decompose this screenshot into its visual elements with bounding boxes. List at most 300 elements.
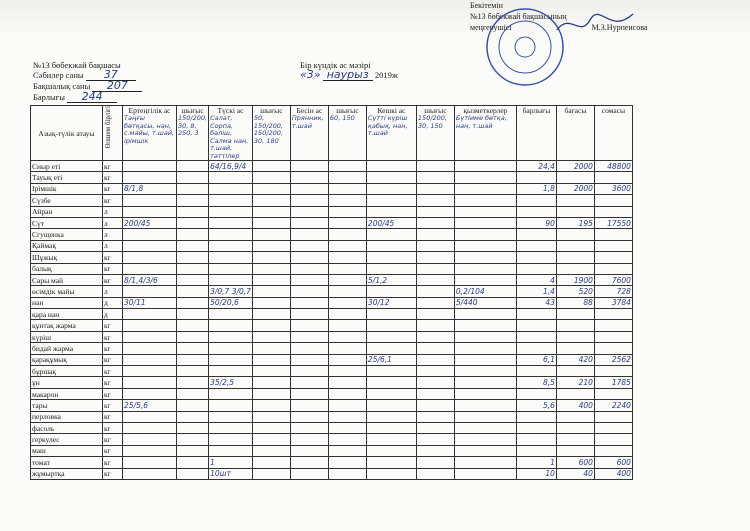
cell-s <box>290 274 328 285</box>
cell-d <box>366 343 416 354</box>
cell-l <box>209 172 253 183</box>
cell-unit: кг <box>103 263 123 274</box>
cell-name: Сары май <box>31 274 103 285</box>
attendance-label: Бақшалық саны <box>33 81 91 91</box>
cell-d <box>366 331 416 342</box>
cell-empty <box>252 411 290 422</box>
cell-price <box>556 388 594 399</box>
cell-empty <box>252 366 290 377</box>
cell-st <box>454 366 516 377</box>
children-label: Сәбилер саны <box>33 70 84 80</box>
menu-date <box>300 69 398 81</box>
cell-l <box>209 343 253 354</box>
cell-unit: кг <box>103 366 123 377</box>
cell-empty <box>328 217 366 228</box>
col-out1 <box>177 106 209 161</box>
cell-l <box>209 422 253 433</box>
cell-d: 5/1,2 <box>366 274 416 285</box>
cell-b <box>123 445 177 456</box>
header-row <box>31 106 633 161</box>
col-product: Азық-түлік атауы <box>31 106 103 161</box>
cell-total <box>516 411 556 422</box>
cell-empty <box>177 434 209 445</box>
cell-name: өсімдік майы <box>31 286 103 297</box>
cell-price <box>556 309 594 320</box>
cell-sum: 1785 <box>594 377 632 388</box>
cell-price: 420 <box>556 354 594 365</box>
cell-b <box>123 263 177 274</box>
cell-unit: кг <box>103 320 123 331</box>
cell-empty <box>416 388 454 399</box>
cell-b <box>123 172 177 183</box>
cell-s <box>290 286 328 297</box>
cell-price <box>556 229 594 240</box>
cell-empty <box>416 331 454 342</box>
cell-s <box>290 240 328 251</box>
cell-sum: 600 <box>594 457 632 468</box>
cell-s <box>290 320 328 331</box>
cell-st <box>454 240 516 251</box>
cell-unit: кг <box>103 388 123 399</box>
cell-empty <box>416 377 454 388</box>
cell-name: құнтақ жарма <box>31 320 103 331</box>
cell-empty <box>177 206 209 217</box>
cell-empty <box>252 240 290 251</box>
cell-l <box>209 240 253 251</box>
cell-st <box>454 206 516 217</box>
table-row <box>31 388 633 399</box>
org-name: №13 бөбекжай бақшасы <box>33 60 121 70</box>
cell-empty <box>177 217 209 228</box>
table-row <box>31 354 633 365</box>
snack-menu: Прянник, т.шай <box>291 114 324 130</box>
table-row <box>31 457 633 468</box>
table-row <box>31 252 633 263</box>
cell-empty <box>177 274 209 285</box>
cell-unit: л <box>103 286 123 297</box>
cell-unit: л <box>103 217 123 228</box>
cell-price <box>556 445 594 456</box>
col-out4-label: шығыс <box>424 106 447 115</box>
cell-total: 5,6 <box>516 400 556 411</box>
cell-b <box>123 343 177 354</box>
table-row <box>31 286 633 297</box>
cell-empty <box>252 206 290 217</box>
cell-sum <box>594 366 632 377</box>
table-row <box>31 195 633 206</box>
cell-empty <box>416 274 454 285</box>
cell-s <box>290 434 328 445</box>
cell-st <box>454 331 516 342</box>
cell-total: 1,4 <box>516 286 556 297</box>
cell-empty <box>252 297 290 308</box>
cell-unit: кг <box>103 354 123 365</box>
cell-name: балық <box>31 263 103 274</box>
attendance-value: 207 <box>92 80 142 92</box>
table-row <box>31 377 633 388</box>
cell-st <box>454 434 516 445</box>
cell-empty <box>416 400 454 411</box>
cell-empty <box>252 445 290 456</box>
cell-l <box>209 331 253 342</box>
cell-d <box>366 195 416 206</box>
total-label: Барлығы <box>33 92 65 102</box>
cell-empty <box>177 422 209 433</box>
cell-d <box>366 411 416 422</box>
cell-total: 8,5 <box>516 377 556 388</box>
cell-empty <box>328 309 366 320</box>
cell-empty <box>328 172 366 183</box>
cell-empty <box>328 411 366 422</box>
cell-empty <box>328 457 366 468</box>
cell-b <box>123 422 177 433</box>
cell-d <box>366 206 416 217</box>
table-row <box>31 172 633 183</box>
cell-unit: кг <box>103 274 123 285</box>
cell-price: 40 <box>556 468 594 479</box>
cell-total <box>516 422 556 433</box>
cell-empty <box>416 183 454 194</box>
cell-st <box>454 422 516 433</box>
cell-empty <box>177 331 209 342</box>
col-unit-label: Өлшем бірлігі <box>104 106 112 149</box>
cell-total <box>516 195 556 206</box>
cell-l: 10шт <box>209 468 253 479</box>
cell-empty <box>416 343 454 354</box>
cell-b <box>123 229 177 240</box>
cell-empty <box>252 195 290 206</box>
cell-price: 2000 <box>556 183 594 194</box>
dinner-out: 150/200, 30, 150 <box>417 114 447 130</box>
cell-sum: 3784 <box>594 297 632 308</box>
cell-empty <box>252 229 290 240</box>
cell-total: 1,8 <box>516 183 556 194</box>
cell-empty <box>416 457 454 468</box>
col-lunch-label: Түскі ас <box>217 106 244 115</box>
cell-empty <box>328 422 366 433</box>
breakfast-out: 150/200, 30, 8, 250, 3 <box>178 114 208 137</box>
cell-sum: 728 <box>594 286 632 297</box>
cell-empty <box>252 422 290 433</box>
cell-empty <box>328 354 366 365</box>
cell-st <box>454 354 516 365</box>
cell-unit: л <box>103 229 123 240</box>
cell-empty <box>328 468 366 479</box>
cell-sum <box>594 206 632 217</box>
cell-sum <box>594 434 632 445</box>
cell-b: 25/5,6 <box>123 400 177 411</box>
cell-d <box>366 229 416 240</box>
cell-empty <box>252 468 290 479</box>
cell-d <box>366 377 416 388</box>
table-row <box>31 274 633 285</box>
col-dinner-label: Кешкі ас <box>377 106 406 115</box>
cell-s <box>290 161 328 172</box>
cell-name: перловка <box>31 411 103 422</box>
cell-empty <box>416 309 454 320</box>
cell-s <box>290 411 328 422</box>
table-row <box>31 411 633 422</box>
cell-unit: л <box>103 206 123 217</box>
table-row <box>31 366 633 377</box>
cell-empty <box>252 172 290 183</box>
cell-d <box>366 388 416 399</box>
cell-st <box>454 445 516 456</box>
cell-d <box>366 320 416 331</box>
cell-sum: 2240 <box>594 400 632 411</box>
table-row <box>31 343 633 354</box>
cell-sum: 400 <box>594 468 632 479</box>
col-total: барлығы <box>516 106 556 161</box>
cell-total <box>516 172 556 183</box>
cell-sum <box>594 309 632 320</box>
cell-empty <box>328 240 366 251</box>
cell-price <box>556 331 594 342</box>
cell-l <box>209 229 253 240</box>
cell-st <box>454 252 516 263</box>
cell-price <box>556 434 594 445</box>
cell-empty <box>177 400 209 411</box>
cell-empty <box>252 161 290 172</box>
table-row <box>31 297 633 308</box>
cell-name: бұршақ <box>31 366 103 377</box>
cell-empty <box>177 195 209 206</box>
table-row <box>31 183 633 194</box>
cell-name: Тауық еті <box>31 172 103 183</box>
cell-sum <box>594 411 632 422</box>
cell-d: 200/45 <box>366 217 416 228</box>
cell-s <box>290 331 328 342</box>
cell-sum <box>594 263 632 274</box>
cell-price <box>556 343 594 354</box>
cell-b <box>123 286 177 297</box>
cell-empty <box>328 206 366 217</box>
cell-st: 5/440 <box>454 297 516 308</box>
menu-title: Бір күндік ас мәзірі <box>300 60 371 70</box>
cell-price: 520 <box>556 286 594 297</box>
cell-total <box>516 240 556 251</box>
cell-empty <box>416 240 454 251</box>
cell-empty <box>328 320 366 331</box>
cell-total: 1 <box>516 457 556 468</box>
cell-s <box>290 388 328 399</box>
cell-d <box>366 252 416 263</box>
cell-total <box>516 343 556 354</box>
cell-unit: кг <box>103 252 123 263</box>
cell-total <box>516 434 556 445</box>
cell-total: 10 <box>516 468 556 479</box>
cell-l <box>209 320 253 331</box>
cell-empty <box>328 366 366 377</box>
cell-total <box>516 263 556 274</box>
cell-empty <box>252 400 290 411</box>
lunch-menu: Салат, Сорпа, бәліш, Салма нан, т.шай, тәттілер <box>210 114 249 160</box>
cell-sum <box>594 240 632 251</box>
cell-l <box>209 445 253 456</box>
cell-st <box>454 274 516 285</box>
cell-s <box>290 252 328 263</box>
cell-s <box>290 172 328 183</box>
cell-d <box>366 468 416 479</box>
cell-sum: 7600 <box>594 274 632 285</box>
cell-empty <box>177 161 209 172</box>
col-out4 <box>416 106 454 161</box>
menu-table <box>30 105 633 480</box>
cell-name: ұн <box>31 377 103 388</box>
approval-line2: №13 бөбекжай бақшасының <box>470 12 567 21</box>
cell-empty <box>177 468 209 479</box>
col-staff-label: қызметкерлер <box>463 106 508 115</box>
cell-b <box>123 468 177 479</box>
cell-empty <box>177 320 209 331</box>
cell-empty <box>177 263 209 274</box>
cell-total <box>516 331 556 342</box>
cell-l: 64/16,9/4 <box>209 161 253 172</box>
cell-empty <box>177 377 209 388</box>
cell-b <box>123 377 177 388</box>
cell-empty <box>328 274 366 285</box>
cell-price <box>556 172 594 183</box>
cell-sum: 17550 <box>594 217 632 228</box>
cell-s <box>290 468 328 479</box>
cell-b: 30/11 <box>123 297 177 308</box>
cell-st <box>454 217 516 228</box>
cell-sum: 3600 <box>594 183 632 194</box>
cell-d <box>366 309 416 320</box>
approval-line1: Бекітемін <box>470 1 503 10</box>
cell-empty <box>177 229 209 240</box>
cell-empty <box>252 286 290 297</box>
cell-d <box>366 366 416 377</box>
cell-sum <box>594 445 632 456</box>
director-name: М.З.Нурпеисова <box>591 23 648 32</box>
cell-st <box>454 343 516 354</box>
cell-empty <box>252 309 290 320</box>
cell-empty <box>252 274 290 285</box>
cell-b: 200/45 <box>123 217 177 228</box>
cell-sum <box>594 195 632 206</box>
cell-name: қара нан <box>31 309 103 320</box>
cell-l: 1 <box>209 457 253 468</box>
cell-s <box>290 309 328 320</box>
cell-l <box>209 263 253 274</box>
cell-price <box>556 195 594 206</box>
cell-unit: кг <box>103 377 123 388</box>
cell-name: тары <box>31 400 103 411</box>
cell-total <box>516 366 556 377</box>
cell-st <box>454 172 516 183</box>
cell-empty <box>416 263 454 274</box>
cell-empty <box>252 434 290 445</box>
cell-name: макарон <box>31 388 103 399</box>
cell-empty <box>252 217 290 228</box>
cell-l <box>209 400 253 411</box>
cell-s <box>290 217 328 228</box>
table-row <box>31 309 633 320</box>
cell-sum: 2562 <box>594 354 632 365</box>
cell-b <box>123 206 177 217</box>
cell-b <box>123 331 177 342</box>
cell-empty <box>177 445 209 456</box>
cell-empty <box>416 217 454 228</box>
cell-l <box>209 274 253 285</box>
cell-b <box>123 309 177 320</box>
cell-empty <box>252 377 290 388</box>
cell-b: 8/1,8 <box>123 183 177 194</box>
cell-l <box>209 217 253 228</box>
cell-empty <box>252 183 290 194</box>
cell-sum <box>594 320 632 331</box>
cell-empty <box>416 366 454 377</box>
cell-empty <box>252 331 290 342</box>
cell-sum <box>594 422 632 433</box>
approval-role: меңгерушісі <box>470 23 512 32</box>
cell-s <box>290 195 328 206</box>
col-staff <box>454 106 516 161</box>
cell-total: 90 <box>516 217 556 228</box>
cell-empty <box>252 457 290 468</box>
cell-empty <box>177 457 209 468</box>
cell-total <box>516 388 556 399</box>
cell-sum <box>594 252 632 263</box>
col-breakfast <box>123 106 177 161</box>
cell-s <box>290 400 328 411</box>
cell-name: Ірімшік <box>31 183 103 194</box>
cell-s <box>290 343 328 354</box>
cell-d <box>366 445 416 456</box>
cell-total <box>516 252 556 263</box>
date-month: наурыз <box>323 69 373 81</box>
cell-empty <box>416 468 454 479</box>
cell-empty <box>328 183 366 194</box>
total-value: 244 <box>67 91 117 103</box>
cell-name: Шұжық <box>31 252 103 263</box>
cell-st: 0,2/104 <box>454 286 516 297</box>
cell-d: 25/6,1 <box>366 354 416 365</box>
cell-sum <box>594 331 632 342</box>
cell-l <box>209 388 253 399</box>
cell-s <box>290 206 328 217</box>
cell-l <box>209 206 253 217</box>
col-breakfast-label: Ертеңгілік ас <box>128 106 171 115</box>
cell-unit: кг <box>103 445 123 456</box>
cell-empty <box>252 354 290 365</box>
cell-unit: кг <box>103 457 123 468</box>
col-dinner <box>366 106 416 161</box>
cell-empty <box>416 445 454 456</box>
cell-empty <box>416 172 454 183</box>
table-row <box>31 434 633 445</box>
cell-empty <box>328 445 366 456</box>
signature-icon <box>555 10 635 40</box>
cell-st <box>454 263 516 274</box>
cell-empty <box>416 195 454 206</box>
cell-st <box>454 388 516 399</box>
date-year: 2019ж <box>374 70 398 80</box>
cell-empty <box>416 252 454 263</box>
cell-empty <box>328 229 366 240</box>
cell-empty <box>416 297 454 308</box>
cell-empty <box>177 343 209 354</box>
total-count <box>33 91 117 103</box>
cell-price <box>556 252 594 263</box>
cell-unit: кг <box>103 172 123 183</box>
table-row <box>31 229 633 240</box>
snack-out: 60, 150 <box>329 114 355 122</box>
cell-empty <box>416 354 454 365</box>
cell-d: 30/12 <box>366 297 416 308</box>
col-out2-label: шығыс <box>260 106 283 115</box>
